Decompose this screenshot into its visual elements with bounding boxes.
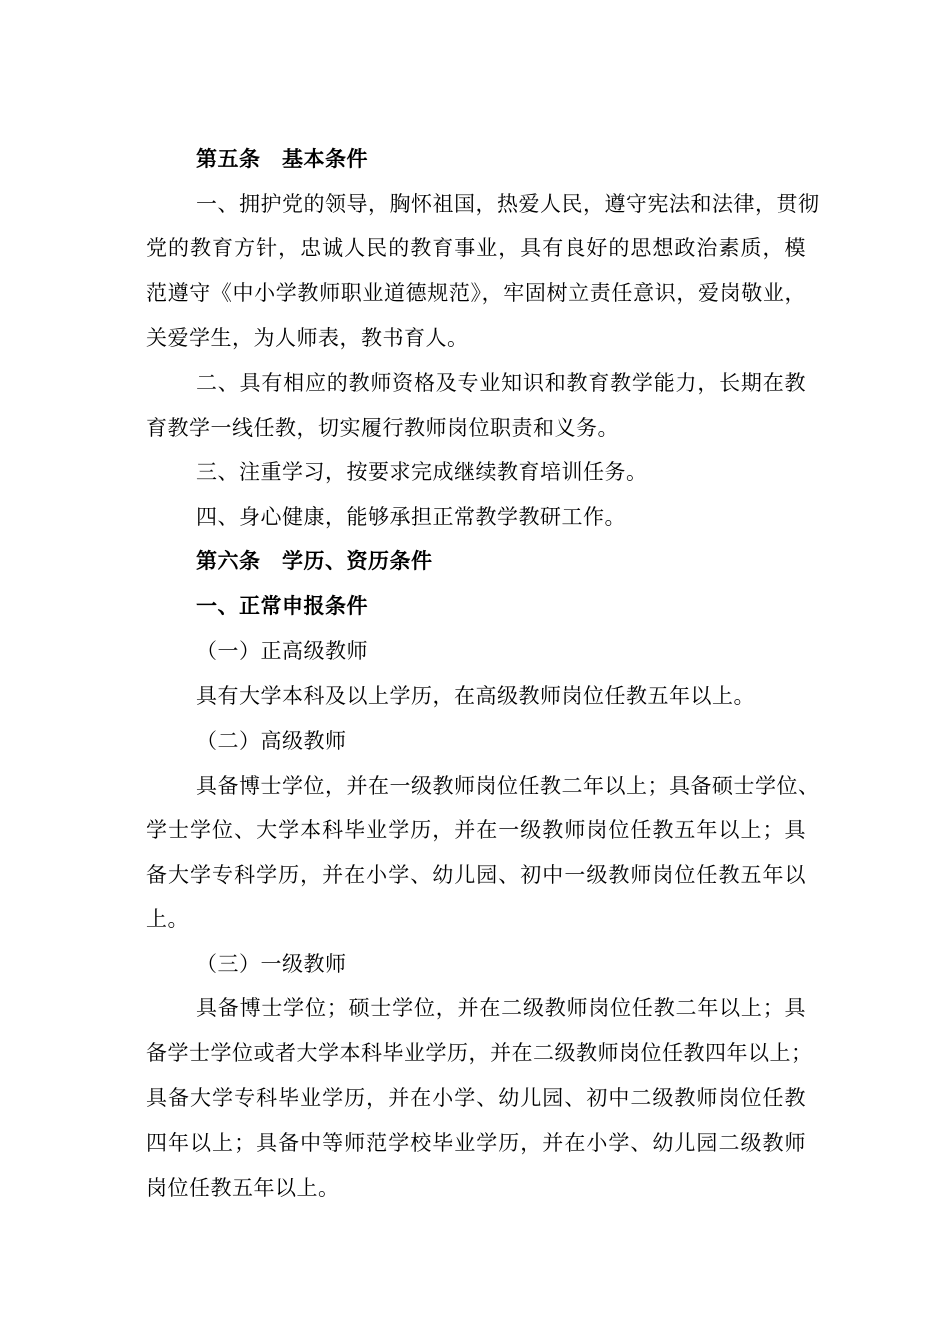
sub2-text-line4: 上。 <box>146 907 189 931</box>
sub2-title: （二）高级教师 <box>196 729 347 753</box>
sub3-text-line4: 四年以上；具备中等师范学校毕业学历，并在小学、幼儿园二级教师 <box>146 1131 806 1155</box>
article5-item2-line2: 育教学一线任教，切实履行教师岗位职责和义务。 <box>146 416 619 440</box>
section1-heading: 一、正常申报条件 <box>196 593 368 618</box>
article5-heading: 第五条 基本条件 <box>196 146 368 171</box>
sub2-text-line3: 备大学专科学历，并在小学、幼儿园、初中一级教师岗位任教五年以 <box>146 863 806 887</box>
article5-item2-line1: 二、具有相应的教师资格及专业知识和教育教学能力，长期在教 <box>196 371 806 395</box>
sub3-text-line2: 备学士学位或者大学本科毕业学历，并在二级教师岗位任教四年以上； <box>146 1041 813 1065</box>
sub2-text-line2: 学士学位、大学本科毕业学历，并在一级教师岗位任教五年以上；具 <box>146 818 806 842</box>
sub3-text-line1: 具备博士学位；硕士学位，并在二级教师岗位任教二年以上；具 <box>196 996 806 1020</box>
article5-item1-line2: 党的教育方针，忠诚人民的教育事业，具有良好的思想政治素质，模 <box>146 236 806 260</box>
article5-item1-line1: 一、拥护党的领导，胸怀祖国，热爱人民，遵守宪法和法律，贯彻 <box>196 192 820 216</box>
article5-item4: 四、身心健康，能够承担正常教学教研工作。 <box>196 505 626 529</box>
sub3-title: （三）一级教师 <box>196 952 347 976</box>
sub1-title: （一）正高级教师 <box>196 639 368 663</box>
article5-item1-line3: 范遵守《中小学教师职业道德规范》，牢固树立责任意识，爱岗敬业， <box>146 281 806 305</box>
article5-item1-line4: 关爱学生，为人师表，教书育人。 <box>146 326 469 350</box>
article6-heading: 第六条 学历、资历条件 <box>196 548 433 573</box>
sub1-text: 具有大学本科及以上学历，在高级教师岗位任教五年以上。 <box>196 684 755 708</box>
article5-item3: 三、注重学习，按要求完成继续教育培训任务。 <box>196 460 648 484</box>
sub2-text-line1: 具备博士学位，并在一级教师岗位任教二年以上；具备硕士学位、 <box>196 774 820 798</box>
sub3-text-line5: 岗位任教五年以上。 <box>146 1176 340 1200</box>
sub3-text-line3: 具备大学专科毕业学历，并在小学、幼儿园、初中二级教师岗位任教 <box>146 1086 806 1110</box>
